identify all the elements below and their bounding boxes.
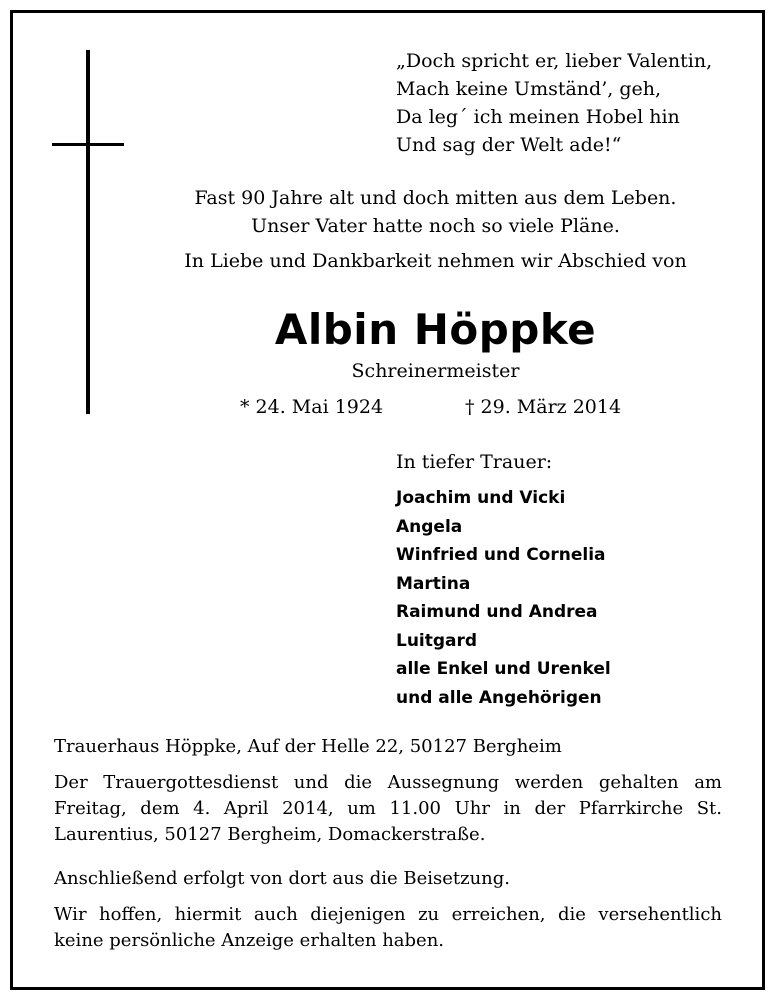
mourner-name: Martina bbox=[396, 573, 471, 594]
mourner-name: und alle Angehörigen bbox=[396, 687, 602, 708]
intro-line-1: Fast 90 Jahre alt und doch mitten aus dem Leben. bbox=[194, 187, 677, 209]
quote-line: „Doch spricht er, lieber Valentin, bbox=[396, 50, 713, 72]
mourner-name: Angela bbox=[396, 516, 463, 537]
burial-note: Anschließend erfolgt von dort aus die Beisetzung. bbox=[54, 868, 511, 889]
quote-line: Da leg´ ich meinen Hobel hin bbox=[396, 106, 680, 128]
cross-icon-bar bbox=[52, 143, 124, 146]
mourner-name: Luitgard bbox=[396, 630, 478, 651]
closing-note: Wir hoffen, hiermit auch diejenigen zu erreichen, die versehentlich keine persönliche Anzeige erhalten haben. bbox=[54, 904, 722, 951]
quote-line: Und sag der Welt ade!“ bbox=[396, 134, 622, 156]
mourners-heading: In tiefer Trauer: bbox=[396, 451, 553, 473]
quote-line: Mach keine Umständ’, geh, bbox=[396, 78, 661, 100]
funeral-house-address: Trauerhaus Höppke, Auf der Helle 22, 50127 Bergheim bbox=[54, 736, 562, 757]
quote-block bbox=[396, 47, 712, 159]
mourner-name: alle Enkel und Urenkel bbox=[396, 659, 611, 679]
deceased-name: Albin Höppke bbox=[274, 305, 597, 354]
mourner-name: Raimund und Andrea bbox=[396, 602, 598, 622]
mourners-list bbox=[396, 484, 611, 712]
death-date: † 29. März 2014 bbox=[465, 396, 622, 418]
intro-line-3: In Liebe und Dankbarkeit nehmen wir Abschied von bbox=[184, 250, 687, 272]
birth-date: * 24. Mai 1924 bbox=[240, 396, 384, 418]
mourner-name: Joachim und Vicki bbox=[396, 488, 566, 508]
deceased-profession: Schreinermeister bbox=[351, 360, 520, 382]
intro-line-2: Unser Vater hatte noch so viele Pläne. bbox=[251, 215, 620, 237]
service-details: Der Trauergottesdienst und die Aussegnung werden gehalten am Freitag, dem 4. April 2014, um 11.00 Uhr in der Pfarrkirche St. Laurentius, 50127 Bergheim, Domackerstraße. bbox=[54, 772, 722, 845]
mourner-name: Winfried und Cornelia bbox=[396, 545, 606, 565]
